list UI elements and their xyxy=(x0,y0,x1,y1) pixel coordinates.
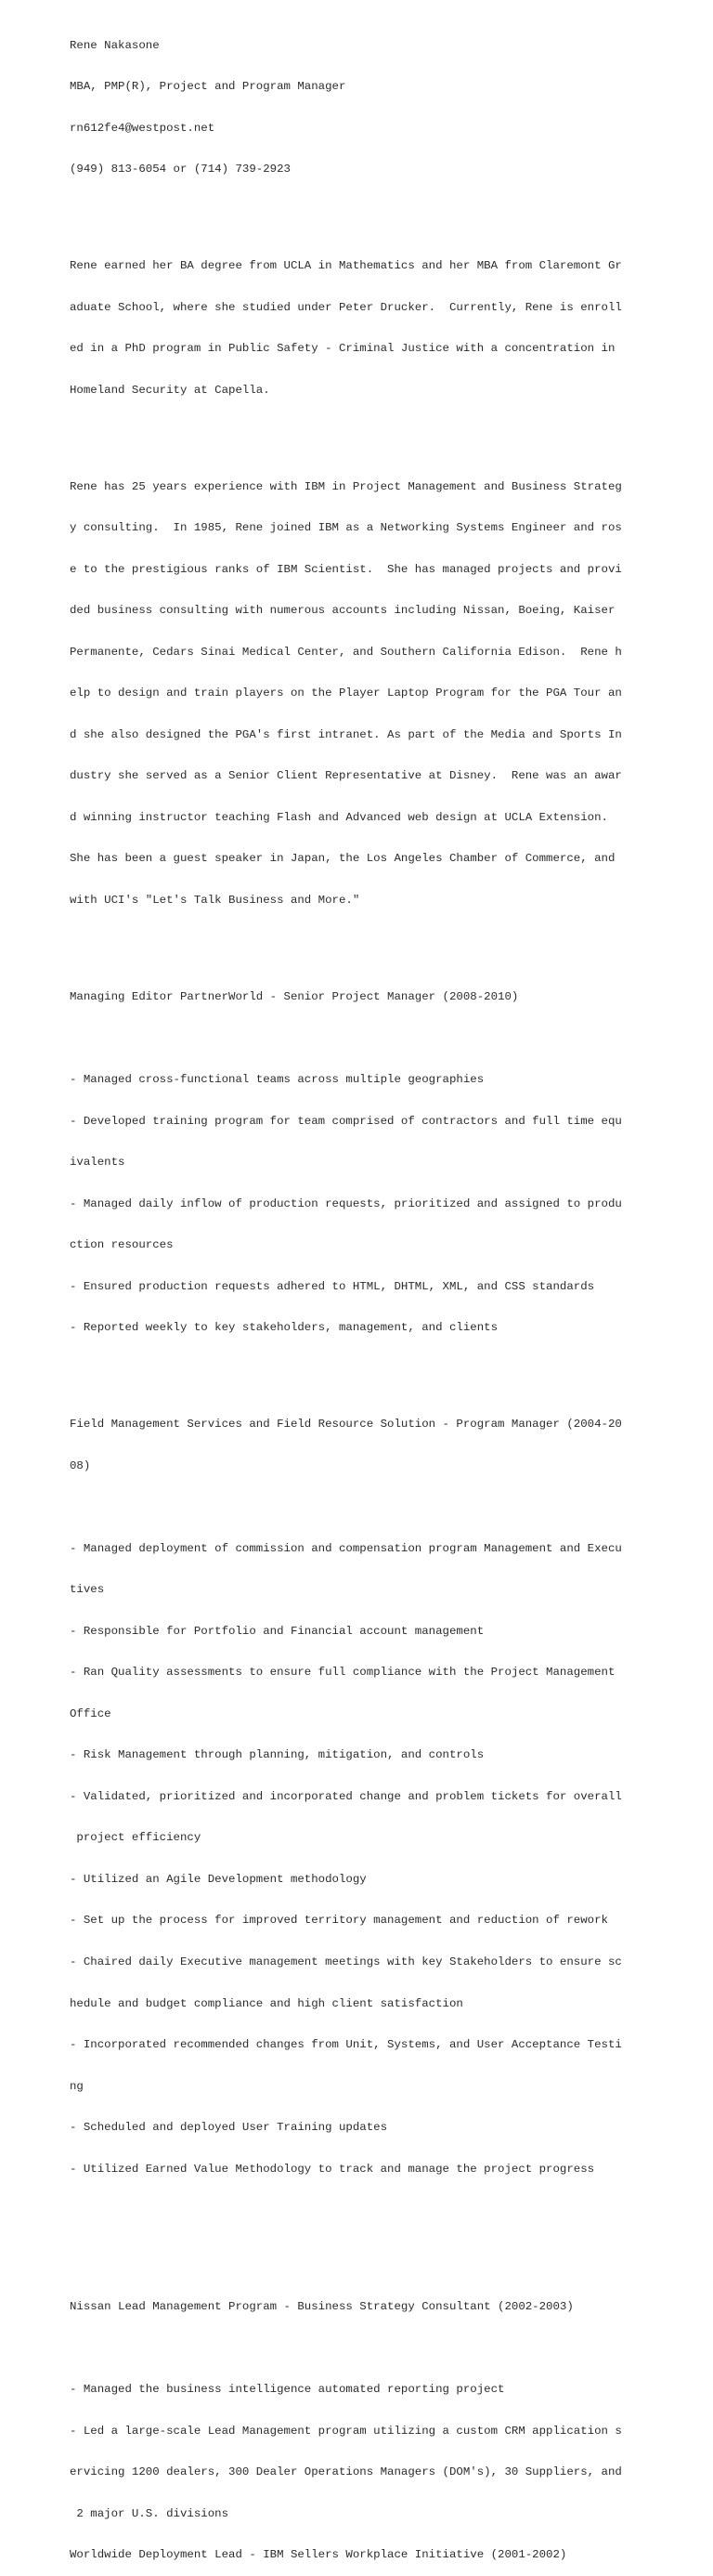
job-bullet: ng xyxy=(70,2079,84,2093)
job-heading: Managing Editor PartnerWorld - Senior Project Manager (2008-2010) xyxy=(70,989,519,1003)
experience-line: She has been a guest speaker in Japan, the Los Angeles Chamber of Commerce, and xyxy=(70,852,616,866)
spacer xyxy=(70,935,627,949)
job-bullet: - Validated, prioritized and incorporated change and problem tickets for overall xyxy=(70,1789,622,1803)
resume-email: rn612fe4@westpost.net xyxy=(70,121,215,135)
education-line: aduate School, where she studied under Peter Drucker. Currently, Rene is enroll xyxy=(70,300,622,314)
spacer xyxy=(70,1031,627,1045)
experience-line: e to the prestigious ranks of IBM Scientist. She has managed projects and provi xyxy=(70,562,622,576)
job-bullet: - Managed deployment of commission and compensation program Management and Execu xyxy=(70,1541,622,1555)
job-bullet: Office xyxy=(70,1706,111,1720)
experience-line: Permanente, Cedars Sinai Medical Center, and Southern California Edison. Rene h xyxy=(70,645,622,659)
job-bullet: - Utilized Earned Value Methodology to track and manage the project progress xyxy=(70,2162,595,2176)
job-heading: Field Management Services and Field Resource Solution - Program Manager (2004-20 xyxy=(70,1418,622,1432)
experience-line: Rene has 25 years experience with IBM in Project Management and Business Strateg xyxy=(70,479,622,493)
job-bullet: project efficiency xyxy=(70,1831,201,1845)
job-bullet: - Managed daily inflow of production requests, prioritized and assigned to produ xyxy=(70,1196,622,1210)
job-bullet: hedule and budget compliance and high client satisfaction xyxy=(70,1996,463,2010)
spacer xyxy=(70,425,627,438)
experience-line: ded business consulting with numerous accounts including Nissan, Boeing, Kaiser xyxy=(70,604,616,618)
resume-document xyxy=(70,11,627,2576)
resume-credentials: MBA, PMP(R), Project and Program Manager xyxy=(70,80,346,94)
resume-name: Rene Nakasone xyxy=(70,38,160,52)
job-bullet: - Responsible for Portfolio and Financial account management xyxy=(70,1624,485,1638)
job-bullet: - Managed the business intelligence automated reporting project xyxy=(70,2383,505,2397)
spacer xyxy=(70,2245,627,2259)
experience-line: d she also designed the PGA's first intranet. As part of the Media and Sports In xyxy=(70,727,622,741)
job-bullet: tives xyxy=(70,1583,105,1597)
job-bullet: ivalents xyxy=(70,1156,125,1170)
job-bullet: - Utilized an Agile Development methodology xyxy=(70,1872,367,1886)
job-bullet: - Scheduled and deployed User Training updates xyxy=(70,2121,388,2135)
job-bullet: - Incorporated recommended changes from Unit, Systems, and User Acceptance Testi xyxy=(70,2038,622,2052)
job-heading: Worldwide Deployment Lead - IBM Sellers Workplace Initiative (2001-2002) xyxy=(70,2548,567,2562)
job-bullet: - Led a large-scale Lead Management program utilizing a custom CRM application s xyxy=(70,2424,622,2438)
education-line: ed in a PhD program in Public Safety - Criminal Justice with a concentration in xyxy=(70,342,616,356)
spacer xyxy=(70,2203,627,2217)
job-heading: Nissan Lead Management Program - Business Strategy Consultant (2002-2003) xyxy=(70,2300,574,2314)
job-bullet: ervicing 1200 dealers, 300 Dealer Operations Managers (DOM's), 30 Suppliers, and xyxy=(70,2465,622,2479)
experience-line: d winning instructor teaching Flash and Advanced web design at UCLA Extension. xyxy=(70,810,608,824)
experience-line: elp to design and train players on the Player Laptop Program for the PGA Tour an xyxy=(70,686,622,700)
spacer xyxy=(70,204,627,218)
job-bullet: - Chaired daily Executive management meetings with key Stakeholders to ensure sc xyxy=(70,1955,622,1968)
experience-line: dustry she served as a Senior Client Representative at Disney. Rene was an awar xyxy=(70,769,622,783)
experience-line: y consulting. In 1985, Rene joined IBM as a Networking Systems Engineer and ros xyxy=(70,521,622,535)
spacer xyxy=(70,1500,627,1514)
job-bullet: - Ran Quality assessments to ensure full compliance with the Project Management xyxy=(70,1666,616,1680)
job-heading: 08) xyxy=(70,1458,91,1472)
job-bullet: - Risk Management through planning, mitigation, and controls xyxy=(70,1748,485,1762)
job-bullet: - Set up the process for improved territory management and reduction of rework xyxy=(70,1914,608,1928)
job-bullet: - Ensured production requests adhered to HTML, DHTML, XML, and CSS standards xyxy=(70,1279,595,1293)
job-bullet: ction resources xyxy=(70,1238,174,1252)
spacer xyxy=(70,1363,627,1377)
job-bullet: - Reported weekly to key stakeholders, management, and clients xyxy=(70,1321,499,1335)
education-line: Rene earned her BA degree from UCLA in Mathematics and her MBA from Claremont Gr xyxy=(70,259,622,273)
job-bullet: - Developed training program for team comprised of contractors and full time equ xyxy=(70,1114,622,1128)
experience-line: with UCI's "Let's Talk Business and More." xyxy=(70,894,360,907)
job-bullet: - Managed cross-functional teams across multiple geographies xyxy=(70,1072,485,1086)
resume-phone: (949) 813-6054 or (714) 739-2923 xyxy=(70,163,291,177)
job-bullet: 2 major U.S. divisions xyxy=(70,2506,229,2520)
spacer xyxy=(70,2342,627,2356)
education-line: Homeland Security at Capella. xyxy=(70,383,270,397)
